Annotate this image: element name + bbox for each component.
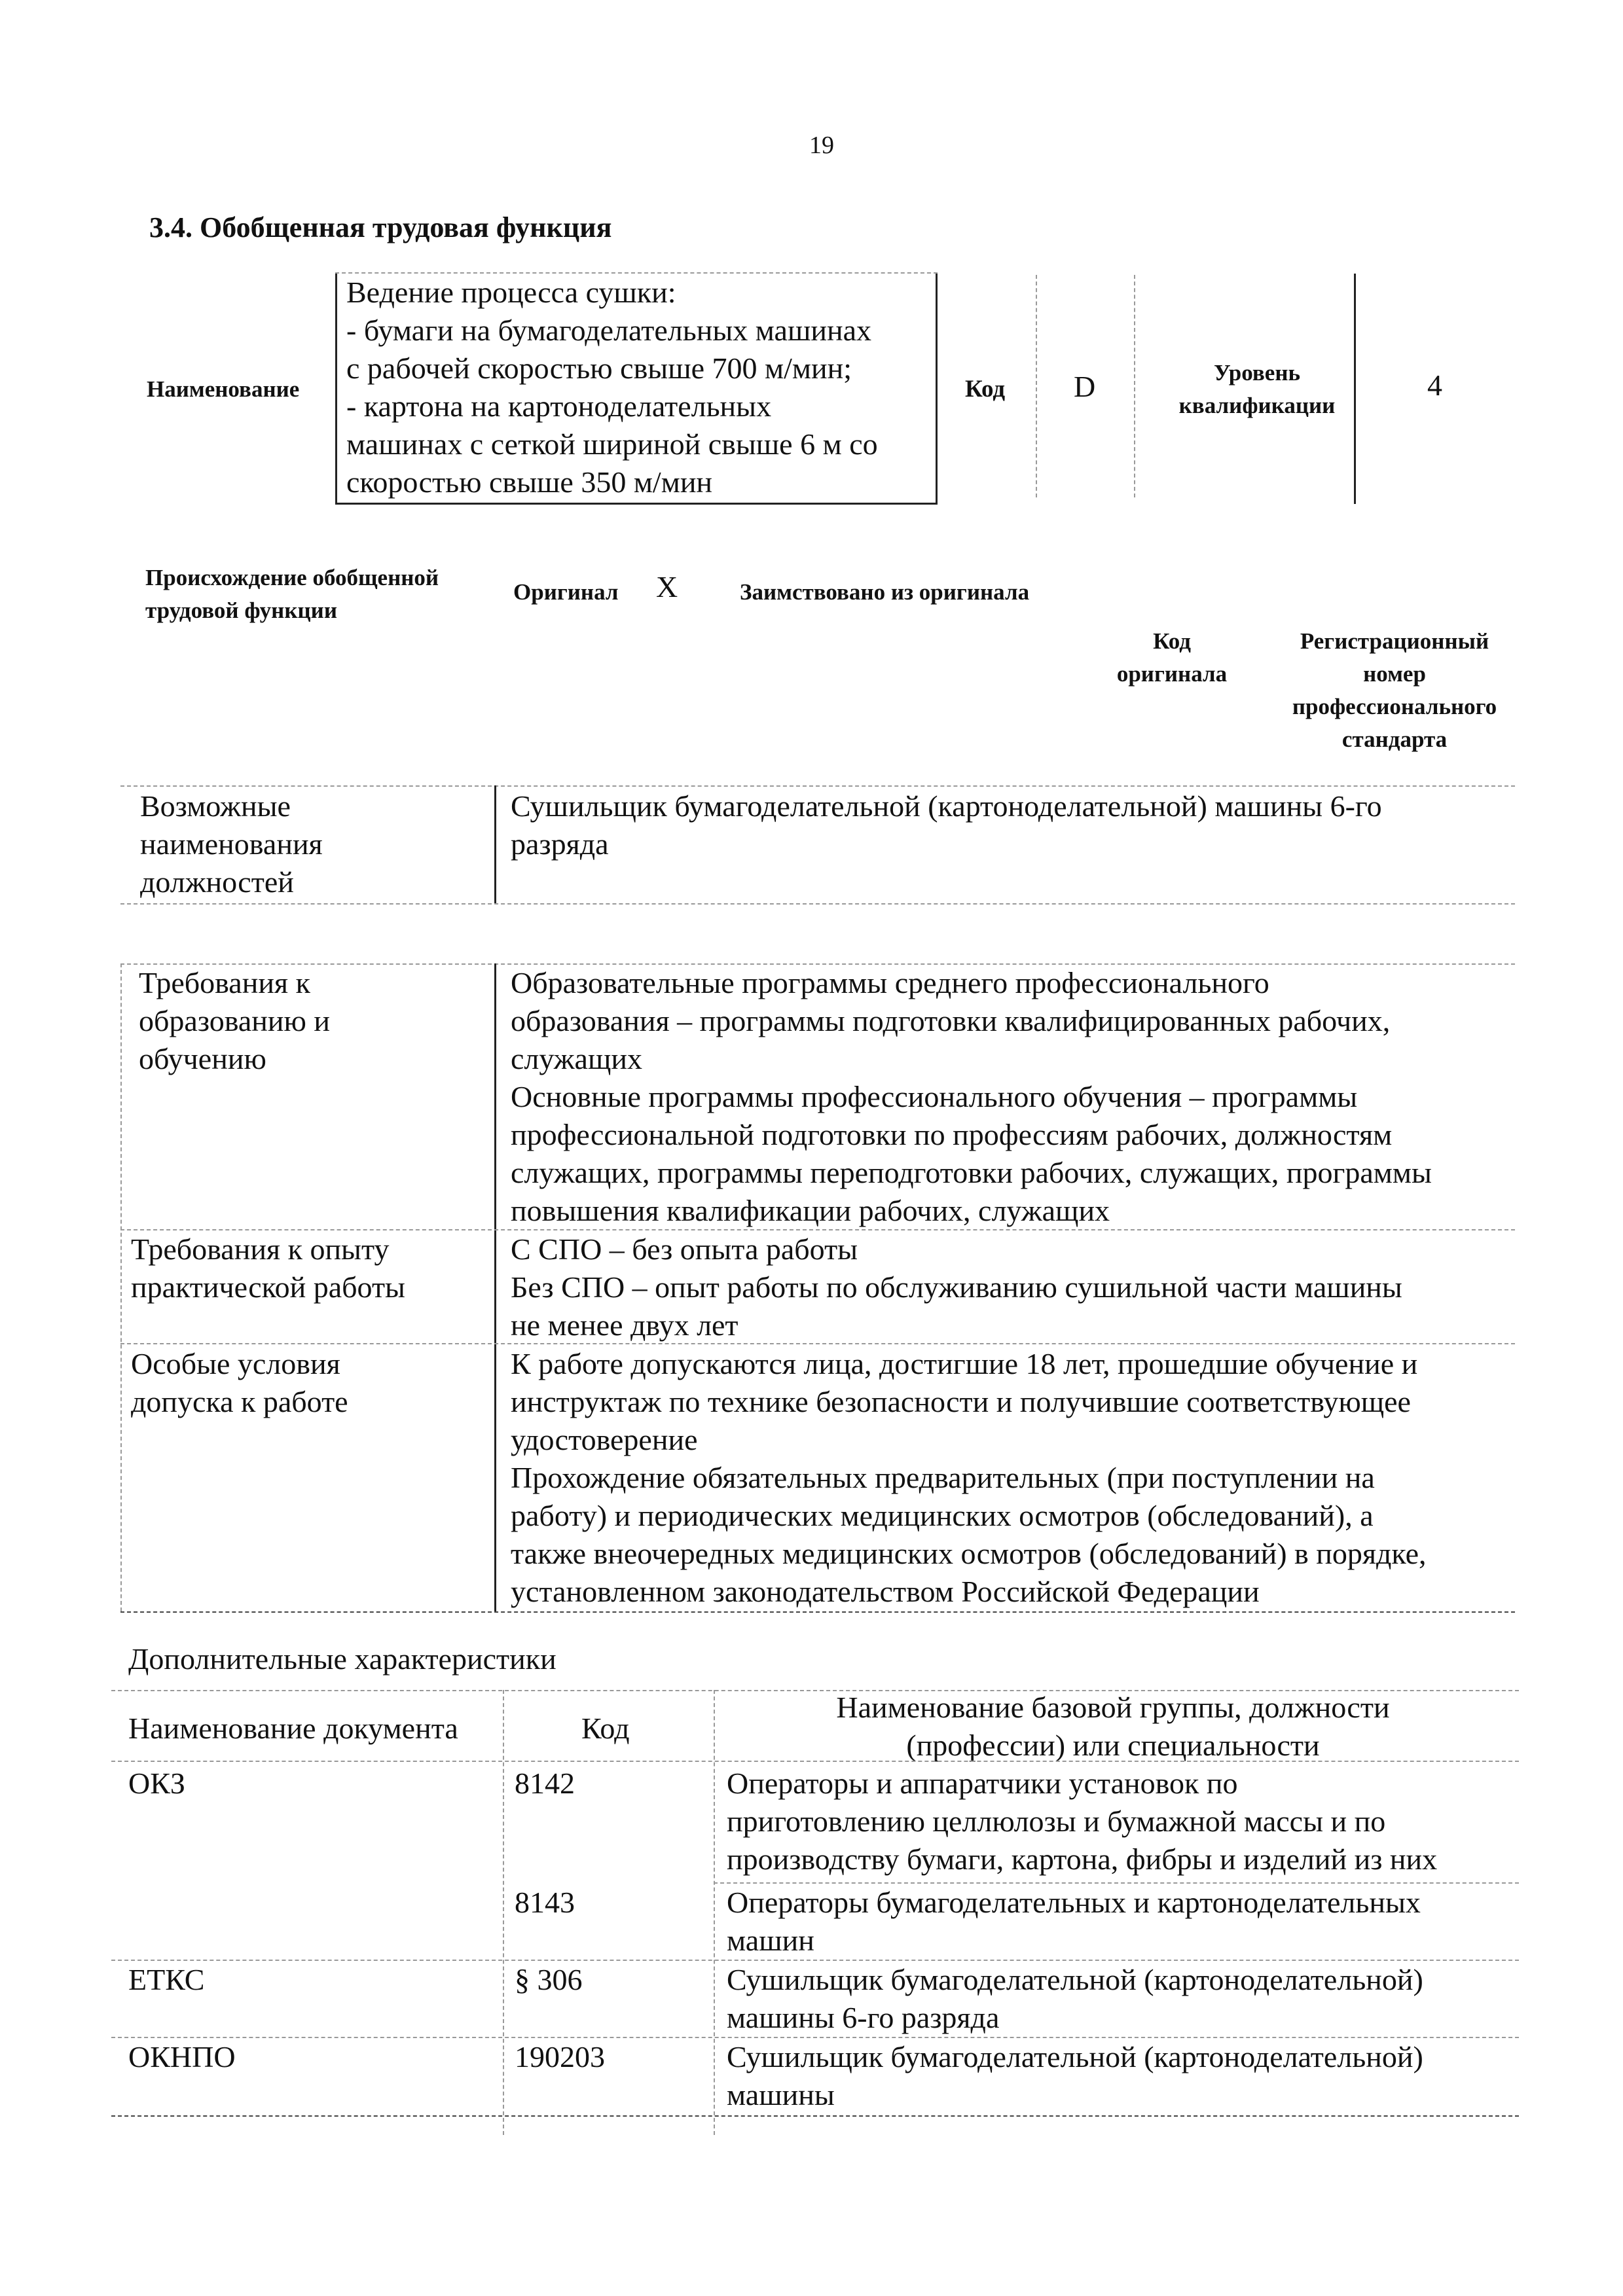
education-value: Образовательные программы среднего профессионального образования – программы подготовки квалифицированных рабочих, служащих Основные программы профессионального обучения – программы профессиональной подготовки по профессиям рабочих, должностям служащих, программы переподготовки рабочих, служащих, программы повышения квалификации рабочих, служащих <box>511 966 1432 1227</box>
row-name: Сушильщик бумагоделательной (картоноделательной) машины 6-го разряда <box>727 1963 1423 2034</box>
page-number: 19 <box>809 132 834 159</box>
code-value: D <box>1074 370 1096 403</box>
row-name: Операторы бумагоделательных и картоноделательных машин <box>727 1886 1421 1957</box>
function-name-line: - картона на картоноделательных <box>346 389 772 423</box>
requirements-divider <box>494 963 496 1611</box>
code-divider-right <box>1134 275 1135 497</box>
positions-divider <box>494 785 496 903</box>
function-name-line: Ведение процесса сушки: <box>346 276 676 309</box>
additional-title: Дополнительные характеристики <box>128 1642 556 1676</box>
row-divider <box>120 1343 1515 1344</box>
special-conditions-value: К работе допускаются лица, достигшие 18 лет, прошедшие обучение и инструктаж по технике безопасности и получившие соответствующее удостоверение Прохождение обязательных предварительных (при поступлении на работу) и периодических медицинских осмотров (обследований), а также внеочередных медицинских осмотров (обследований) в порядке, установленном законодательством Российской Федерации <box>511 1347 1427 1608</box>
function-name-line: машинах с сеткой шириной свыше 6 м со <box>346 427 878 461</box>
positions-top-border <box>120 785 1515 787</box>
name-box-bottom-border <box>335 503 938 505</box>
requirements-bottom-border <box>120 1611 1515 1613</box>
additional-col-divider-2 <box>714 1690 715 2135</box>
additional-col-divider-1 <box>503 1690 504 2135</box>
positions-label: Возможные наименования должностей <box>140 789 323 899</box>
level-divider <box>1354 274 1356 504</box>
code-divider <box>1036 275 1037 497</box>
row-code: 8142 <box>515 1767 575 1800</box>
function-name-box <box>335 274 938 504</box>
row-name: Сушильщик бумагоделательной (картоноделательной) машины <box>727 2040 1423 2111</box>
original-mark: X <box>656 570 678 603</box>
level-value: 4 <box>1427 368 1442 402</box>
row-doc: ЕТКС <box>128 1963 205 1996</box>
row-name: Операторы и аппаратчики установок по приготовлению целлюлозы и бумажной массы и по производству бумаги, картона, фибры и изделий из них <box>727 1767 1438 1876</box>
row-doc: ОКЗ <box>128 1767 185 1800</box>
code-original-label: Код оригинала <box>1116 628 1228 687</box>
borrowed-label: Заимствовано из оригинала <box>740 579 1030 605</box>
name-box-top-border <box>335 272 938 274</box>
header-code: Код <box>581 1712 630 1745</box>
origin-label: Происхождение обобщенной трудовой функции <box>145 565 439 623</box>
code-label: Код <box>965 376 1006 403</box>
reg-number-label: Регистрационный номер профессионального стандарта <box>1292 628 1497 752</box>
education-label: Требования к образованию и обучению <box>139 966 330 1075</box>
positions-value: Сушильщик бумагоделательной (картоноделательной) машины 6-го разряда <box>511 789 1382 861</box>
function-name-line: с рабочей скоростью свыше 700 м/мин; <box>346 351 852 385</box>
header-name: Наименование базовой группы, должности (профессии) или специальности <box>836 1691 1390 1762</box>
original-label: Оригинал <box>513 579 619 605</box>
requirements-left-border <box>120 963 122 1611</box>
level-label: Уровень квалификации <box>1178 360 1336 418</box>
special-conditions-label: Особые условия допуска к работе <box>131 1347 348 1418</box>
additional-bottom-border <box>111 2115 1519 2117</box>
experience-label: Требования к опыту практической работы <box>131 1232 405 1304</box>
function-name-line: - бумаги на бумагоделательных машинах <box>346 314 872 347</box>
positions-bottom-border <box>120 903 1515 905</box>
row-code: § 306 <box>515 1963 583 1996</box>
section-title: 3.4. Обобщенная трудовая функция <box>149 211 612 243</box>
row-doc: ОКНПО <box>128 2040 236 2073</box>
row-code: 8143 <box>515 1886 575 1919</box>
name-label: Наименование <box>147 376 300 402</box>
header-bottom-border <box>111 1761 1519 1762</box>
header-doc: Наименование документа <box>128 1712 458 1745</box>
function-name-line: скоростью свыше 350 м/мин <box>346 465 713 499</box>
experience-value: С СПО – без опыта работы Без СПО – опыт работы по обслуживанию сушильной части машины не менее двух лет <box>511 1232 1402 1342</box>
row-code: 190203 <box>515 2040 605 2073</box>
